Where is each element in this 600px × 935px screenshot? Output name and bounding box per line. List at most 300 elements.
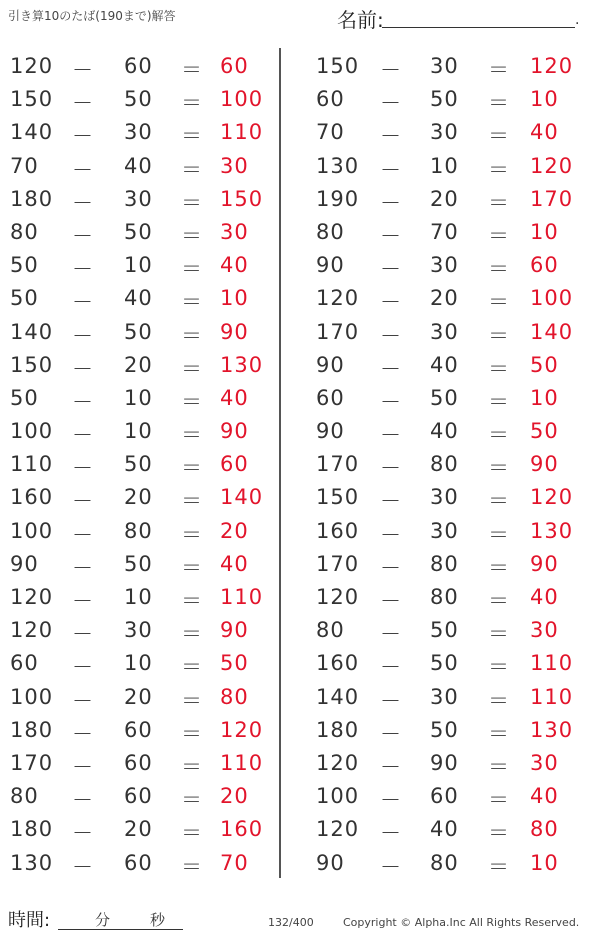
answer: 40 <box>530 120 559 145</box>
equals-sign: ＝ <box>488 389 510 414</box>
subtrahend: 30 <box>430 485 459 510</box>
problem-row <box>300 280 590 313</box>
subtrahend: 90 <box>430 750 459 775</box>
answer: 10 <box>530 219 559 244</box>
equals-sign: ＝ <box>488 124 510 149</box>
answer: 10 <box>530 850 559 875</box>
equals-sign: ＝ <box>181 124 203 149</box>
equals-sign: ＝ <box>181 323 203 348</box>
minuend: 120 <box>316 286 360 311</box>
subtrahend: 60 <box>124 750 153 775</box>
problem-row <box>0 314 290 347</box>
answer: 80 <box>220 684 249 709</box>
answer: 130 <box>220 352 264 377</box>
problem-row <box>300 380 590 413</box>
subtrahend: 20 <box>124 684 153 709</box>
time-label: 時間: <box>8 910 51 931</box>
subtrahend: 30 <box>430 518 459 543</box>
subtrahend: 50 <box>430 385 459 410</box>
problem-row <box>300 181 590 214</box>
answer: 40 <box>220 385 249 410</box>
equals-sign: ＝ <box>181 589 203 613</box>
answer: 30 <box>530 750 559 775</box>
worksheet-title: 引き算10のたば(190まで)解答 <box>8 9 176 23</box>
equals-sign: ＝ <box>181 389 203 414</box>
subtrahend: 30 <box>124 120 153 145</box>
answer: 40 <box>220 551 249 576</box>
problem-row <box>0 280 290 313</box>
minus-sign: － <box>380 223 402 248</box>
equals-sign: ＝ <box>181 257 203 282</box>
subtrahend: 10 <box>430 153 459 178</box>
equals-sign: ＝ <box>181 356 203 381</box>
minuend: 120 <box>316 585 360 609</box>
minus-sign: － <box>380 58 402 82</box>
subtrahend: 80 <box>430 585 459 609</box>
problem-row <box>300 446 590 479</box>
answer: 120 <box>530 485 574 510</box>
minus-sign: － <box>380 124 402 149</box>
minus-sign: － <box>380 356 402 381</box>
minus-sign: － <box>72 655 94 680</box>
equals-sign: ＝ <box>181 555 203 580</box>
equals-sign: ＝ <box>181 423 203 448</box>
answer: 40 <box>530 585 559 609</box>
minuend: 70 <box>10 153 39 178</box>
answer: 40 <box>530 784 559 809</box>
subtrahend: 30 <box>124 186 153 211</box>
problem-row <box>300 81 590 114</box>
problem-row <box>0 845 290 878</box>
minus-sign: － <box>72 389 94 414</box>
subtrahend: 70 <box>430 219 459 244</box>
minuend: 170 <box>316 319 360 344</box>
equals-sign: ＝ <box>488 821 510 846</box>
minus-sign: － <box>380 290 402 315</box>
problem-row <box>300 811 590 844</box>
subtrahend: 20 <box>124 485 153 510</box>
minuend: 130 <box>316 153 360 178</box>
answer: 100 <box>530 286 574 311</box>
answer: 130 <box>530 717 574 742</box>
problem-row <box>0 181 290 214</box>
problem-row <box>300 479 590 512</box>
minuend: 70 <box>316 120 345 145</box>
minuend: 140 <box>10 120 54 145</box>
minus-sign: － <box>72 423 94 448</box>
minuend: 180 <box>10 717 54 742</box>
minus-sign: － <box>380 423 402 448</box>
minus-sign: － <box>380 257 402 282</box>
equals-sign: ＝ <box>181 688 203 713</box>
answer: 160 <box>220 817 264 842</box>
equals-sign: ＝ <box>488 854 510 879</box>
equals-sign: ＝ <box>181 522 203 547</box>
answer: 60 <box>220 452 249 477</box>
minus-sign: － <box>72 788 94 813</box>
answer: 150 <box>220 186 264 211</box>
problem-row <box>0 446 290 479</box>
answer: 120 <box>220 717 264 742</box>
minuend: 150 <box>316 485 360 510</box>
minus-sign: － <box>72 555 94 580</box>
minuend: 90 <box>316 253 345 278</box>
minuend: 90 <box>316 419 345 444</box>
minuend: 60 <box>316 87 345 112</box>
problem-row <box>300 314 590 347</box>
minuend: 160 <box>316 518 360 543</box>
minus-sign: － <box>72 688 94 713</box>
equals-sign: ＝ <box>488 522 510 547</box>
problem-row <box>300 745 590 778</box>
equals-sign: ＝ <box>181 821 203 846</box>
minuend: 120 <box>10 618 54 643</box>
minus-sign: － <box>380 555 402 580</box>
page-number: 132/400 <box>268 916 314 929</box>
equals-sign: ＝ <box>488 223 510 248</box>
problem-row <box>0 214 290 247</box>
answer: 30 <box>220 219 249 244</box>
subtrahend: 50 <box>124 452 153 477</box>
subtrahend: 50 <box>430 717 459 742</box>
subtrahend: 10 <box>124 585 153 609</box>
equals-sign: ＝ <box>488 721 510 746</box>
minuend: 60 <box>316 385 345 410</box>
minus-sign: － <box>380 821 402 846</box>
answer: 110 <box>530 651 574 676</box>
problem-row <box>0 247 290 280</box>
answer: 60 <box>530 253 559 278</box>
problem-row <box>0 679 290 712</box>
minuend: 80 <box>316 219 345 244</box>
problem-row <box>300 247 590 280</box>
answer: 90 <box>220 618 249 643</box>
name-label: 名前: <box>337 8 384 32</box>
answer: 90 <box>530 452 559 477</box>
answer: 20 <box>220 518 249 543</box>
equals-sign: ＝ <box>488 788 510 813</box>
subtrahend: 10 <box>124 419 153 444</box>
problem-row <box>0 413 290 446</box>
minuend: 80 <box>10 219 39 244</box>
answer: 50 <box>530 352 559 377</box>
minus-sign: － <box>380 323 402 348</box>
problem-row <box>0 712 290 745</box>
problem-row <box>0 778 290 811</box>
equals-sign: ＝ <box>181 754 203 779</box>
minuend: 80 <box>316 618 345 643</box>
copyright: Copyright © Alpha.Inc All Rights Reserved. <box>343 916 580 929</box>
minutes-label: 分 <box>95 911 111 929</box>
equals-sign: ＝ <box>181 290 203 315</box>
subtrahend: 40 <box>430 817 459 842</box>
subtrahend: 80 <box>430 551 459 576</box>
minuend: 80 <box>10 784 39 809</box>
minuend: 160 <box>10 485 54 510</box>
minus-sign: － <box>380 622 402 647</box>
equals-sign: ＝ <box>181 456 203 481</box>
column-divider <box>279 48 281 878</box>
minuend: 100 <box>10 684 54 709</box>
minuend: 110 <box>10 452 54 477</box>
equals-sign: ＝ <box>181 721 203 746</box>
equals-sign: ＝ <box>488 489 510 514</box>
problem-row <box>0 579 290 612</box>
answer: 40 <box>220 253 249 278</box>
equals-sign: ＝ <box>488 622 510 647</box>
subtrahend: 60 <box>124 850 153 875</box>
minus-sign: － <box>380 589 402 613</box>
answer: 20 <box>220 784 249 809</box>
equals-sign: ＝ <box>181 190 203 215</box>
answer: 90 <box>220 419 249 444</box>
answer: 140 <box>220 485 264 510</box>
answer: 110 <box>530 684 574 709</box>
answer: 10 <box>530 87 559 112</box>
minuend: 50 <box>10 286 39 311</box>
equals-sign: ＝ <box>488 58 510 82</box>
answer: 50 <box>530 419 559 444</box>
minus-sign: － <box>72 356 94 381</box>
problem-row <box>300 645 590 678</box>
subtrahend: 30 <box>124 618 153 643</box>
problem-row <box>0 148 290 181</box>
answer: 30 <box>530 618 559 643</box>
subtrahend: 30 <box>430 684 459 709</box>
subtrahend: 60 <box>124 54 153 78</box>
answer: 10 <box>220 286 249 311</box>
problem-row <box>0 81 290 114</box>
problem-row <box>0 380 290 413</box>
minus-sign: － <box>380 522 402 547</box>
subtrahend: 50 <box>430 651 459 676</box>
subtrahend: 40 <box>124 153 153 178</box>
subtrahend: 50 <box>124 551 153 576</box>
minus-sign: － <box>380 655 402 680</box>
equals-sign: ＝ <box>488 423 510 448</box>
problem-row <box>300 612 590 645</box>
name-line <box>382 27 575 28</box>
answer: 110 <box>220 585 264 609</box>
problem-row <box>0 546 290 579</box>
minuend: 50 <box>10 385 39 410</box>
answer: 80 <box>530 817 559 842</box>
minuend: 120 <box>10 585 54 609</box>
minus-sign: － <box>72 522 94 547</box>
problem-row <box>300 114 590 147</box>
problem-row <box>300 712 590 745</box>
subtrahend: 60 <box>124 784 153 809</box>
answer: 130 <box>530 518 574 543</box>
equals-sign: ＝ <box>488 157 510 182</box>
minus-sign: － <box>380 721 402 746</box>
minus-sign: － <box>380 91 402 116</box>
left-column <box>0 48 290 878</box>
minuend: 180 <box>10 817 54 842</box>
problem-row <box>300 845 590 878</box>
minus-sign: － <box>72 721 94 746</box>
subtrahend: 30 <box>430 120 459 145</box>
answer: 120 <box>530 153 574 178</box>
minus-sign: － <box>380 190 402 215</box>
equals-sign: ＝ <box>488 688 510 713</box>
minus-sign: － <box>72 589 94 613</box>
minuend: 90 <box>10 551 39 576</box>
problem-row <box>0 347 290 380</box>
equals-sign: ＝ <box>488 456 510 481</box>
subtrahend: 60 <box>124 717 153 742</box>
minuend: 170 <box>316 551 360 576</box>
minus-sign: － <box>380 489 402 514</box>
answer: 110 <box>220 750 264 775</box>
minus-sign: － <box>72 223 94 248</box>
subtrahend: 30 <box>430 253 459 278</box>
subtrahend: 50 <box>124 319 153 344</box>
minuend: 50 <box>10 253 39 278</box>
equals-sign: ＝ <box>181 489 203 514</box>
problem-row <box>0 48 290 81</box>
minus-sign: － <box>380 854 402 879</box>
answer: 70 <box>220 850 249 875</box>
minuend: 170 <box>10 750 54 775</box>
minus-sign: － <box>380 688 402 713</box>
minuend: 100 <box>10 518 54 543</box>
equals-sign: ＝ <box>488 655 510 680</box>
equals-sign: ＝ <box>488 323 510 348</box>
problem-row <box>300 214 590 247</box>
problem-row <box>0 811 290 844</box>
minus-sign: － <box>72 190 94 215</box>
minuend: 90 <box>316 850 345 875</box>
minus-sign: － <box>72 290 94 315</box>
equals-sign: ＝ <box>181 622 203 647</box>
problem-row <box>300 513 590 546</box>
minuend: 150 <box>10 352 54 377</box>
minus-sign: － <box>380 788 402 813</box>
equals-sign: ＝ <box>181 655 203 680</box>
subtrahend: 50 <box>124 87 153 112</box>
answer: 140 <box>530 319 574 344</box>
subtrahend: 20 <box>124 817 153 842</box>
minuend: 140 <box>316 684 360 709</box>
problem-row <box>0 612 290 645</box>
subtrahend: 20 <box>430 286 459 311</box>
right-column <box>300 48 590 878</box>
minus-sign: － <box>72 821 94 846</box>
equals-sign: ＝ <box>488 91 510 116</box>
minus-sign: － <box>380 754 402 779</box>
minus-sign: － <box>72 456 94 481</box>
minuend: 150 <box>316 54 360 78</box>
subtrahend: 10 <box>124 651 153 676</box>
minus-sign: － <box>72 489 94 514</box>
minuend: 170 <box>316 452 360 477</box>
subtrahend: 60 <box>430 784 459 809</box>
minuend: 160 <box>316 651 360 676</box>
answer: 100 <box>220 87 264 112</box>
subtrahend: 20 <box>430 186 459 211</box>
subtrahend: 30 <box>430 319 459 344</box>
problem-row <box>0 114 290 147</box>
minus-sign: － <box>72 622 94 647</box>
answer: 90 <box>220 319 249 344</box>
subtrahend: 10 <box>124 253 153 278</box>
minus-sign: － <box>72 854 94 879</box>
equals-sign: ＝ <box>181 157 203 182</box>
answer: 110 <box>220 120 264 145</box>
subtrahend: 50 <box>430 87 459 112</box>
subtrahend: 40 <box>430 419 459 444</box>
minus-sign: － <box>380 456 402 481</box>
problem-row <box>300 413 590 446</box>
equals-sign: ＝ <box>488 589 510 613</box>
minuend: 180 <box>10 186 54 211</box>
equals-sign: ＝ <box>181 854 203 879</box>
minus-sign: － <box>72 323 94 348</box>
minuend: 130 <box>10 850 54 875</box>
subtrahend: 20 <box>124 352 153 377</box>
problem-row <box>300 48 590 81</box>
minuend: 90 <box>316 352 345 377</box>
problem-row <box>300 148 590 181</box>
minus-sign: － <box>72 754 94 779</box>
minuend: 140 <box>10 319 54 344</box>
answer: 170 <box>530 186 574 211</box>
equals-sign: ＝ <box>181 91 203 116</box>
problem-row <box>300 679 590 712</box>
minuend: 120 <box>316 750 360 775</box>
answer: 10 <box>530 385 559 410</box>
answer: 60 <box>220 54 249 78</box>
equals-sign: ＝ <box>488 754 510 779</box>
problem-row <box>300 579 590 612</box>
equals-sign: ＝ <box>488 555 510 580</box>
minuend: 120 <box>10 54 54 78</box>
minuend: 150 <box>10 87 54 112</box>
minus-sign: － <box>72 257 94 282</box>
minuend: 180 <box>316 717 360 742</box>
minuend: 120 <box>316 817 360 842</box>
subtrahend: 30 <box>430 54 459 78</box>
minuend: 100 <box>316 784 360 809</box>
equals-sign: ＝ <box>488 290 510 315</box>
equals-sign: ＝ <box>488 190 510 215</box>
answer: 30 <box>220 153 249 178</box>
subtrahend: 40 <box>430 352 459 377</box>
minuend: 60 <box>10 651 39 676</box>
answer: 120 <box>530 54 574 78</box>
subtrahend: 50 <box>124 219 153 244</box>
name-dot: . <box>575 12 580 28</box>
minus-sign: － <box>380 389 402 414</box>
minus-sign: － <box>72 91 94 116</box>
problem-row <box>300 347 590 380</box>
minus-sign: － <box>72 58 94 82</box>
minus-sign: － <box>380 157 402 182</box>
answer: 50 <box>220 651 249 676</box>
minuend: 100 <box>10 419 54 444</box>
subtrahend: 80 <box>430 452 459 477</box>
subtrahend: 50 <box>430 618 459 643</box>
subtrahend: 10 <box>124 385 153 410</box>
seconds-label: 秒 <box>150 911 166 929</box>
minuend: 190 <box>316 186 360 211</box>
subtrahend: 80 <box>430 850 459 875</box>
equals-sign: ＝ <box>181 58 203 82</box>
problem-row <box>0 645 290 678</box>
minus-sign: － <box>72 157 94 182</box>
equals-sign: ＝ <box>181 223 203 248</box>
